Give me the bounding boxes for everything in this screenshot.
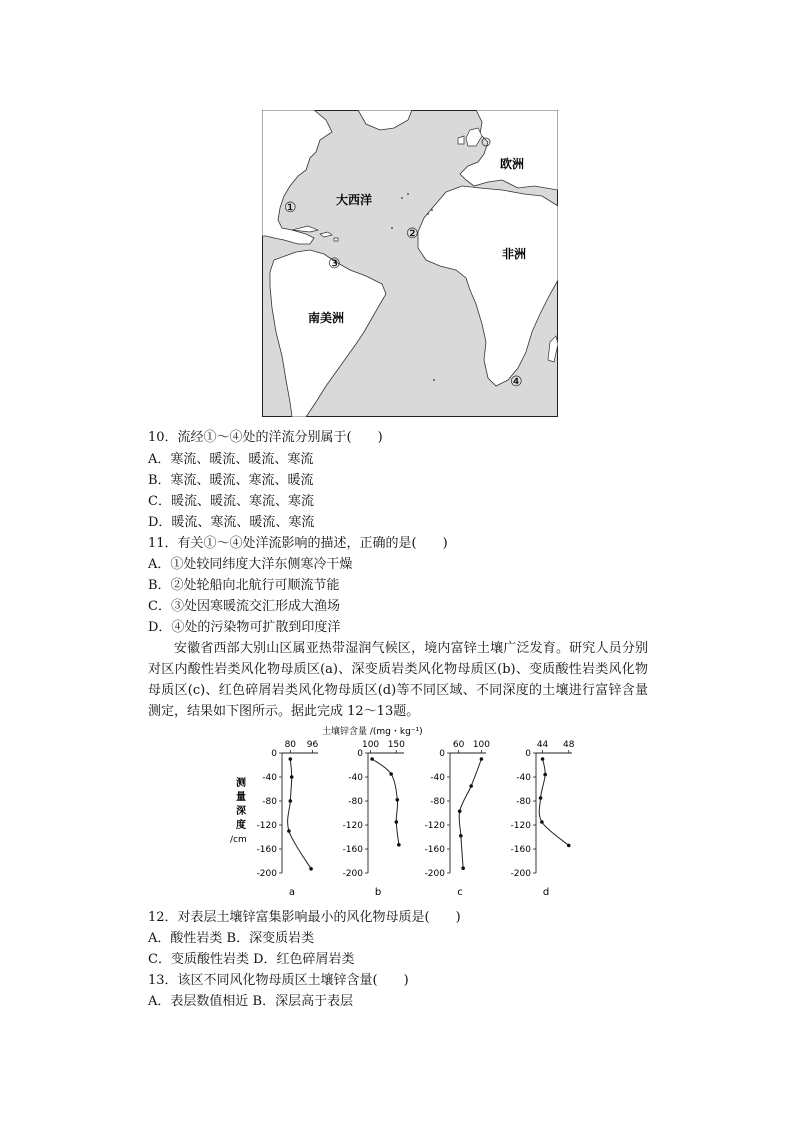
- panel-a-point: [287, 829, 291, 833]
- label-south-america: 南美洲: [308, 311, 345, 325]
- q11-option-d: D．④处的污染物可扩散到印度洋: [148, 620, 341, 635]
- panel-c-y-tick-label: -120: [424, 821, 445, 831]
- panel-b-label: b: [374, 887, 382, 896]
- panel-b-y-tick-label: -200: [342, 869, 363, 879]
- q11-option-c: C．③处因寒暖流交汇形成大渔场: [148, 599, 340, 614]
- passage-text: 安徽省西部大别山区属亚热带湿润气候区，境内富锌土壤广泛发育。研究人员分别对区内酸性岩类风化物母质区(a)、深变质岩类风化物母质区(b)、变质酸性岩类风化物母质区(c)、红色碎屑岩类风化物母质区(d)等不同区域、不同深度的土壤进行富锌含量测定，结果如下图所示。据此完成 12～13题。: [148, 641, 648, 719]
- q12-stem: 12．对表层土壤锌富集影响最小的风化物母质是( ): [148, 910, 461, 925]
- panel-b-y-tick-label: -80: [348, 797, 363, 807]
- label-atlantic: 大西洋: [336, 193, 373, 207]
- panel-c-point: [469, 784, 473, 788]
- panel-a-y-tick-label: -120: [256, 821, 277, 831]
- ylabel-char-2: 量: [236, 792, 246, 803]
- panel-a-x-tick-label: 96: [306, 740, 319, 750]
- marker-2: ②: [406, 226, 419, 242]
- panel-a-y-tick-label: -40: [262, 773, 277, 783]
- panel-c-y-tick-label: -160: [424, 845, 445, 855]
- panel-d-y-tick-label: -40: [516, 773, 531, 783]
- panel-d-x-tick-label: 44: [536, 740, 549, 750]
- panel-c-y-tick-label: -80: [430, 797, 445, 807]
- panel-d-point: [540, 820, 544, 824]
- marker-1: ①: [284, 200, 297, 216]
- panel-d-y-tick-label: 0: [525, 749, 531, 759]
- panel-a-label: a: [288, 887, 296, 896]
- atlantic-map: [262, 110, 558, 417]
- panel-b-point: [389, 772, 393, 776]
- panel-a-y-tick-label: -160: [256, 845, 277, 855]
- panel-d-point: [539, 796, 543, 800]
- panel-c-point: [459, 834, 463, 838]
- ylabel-char-4: 度: [236, 820, 246, 831]
- panel-a-point: [309, 867, 313, 871]
- q10-option-b: B．寒流、暖流、寒流、暖流: [148, 473, 314, 488]
- panel-b-y-tick-label: -40: [348, 773, 363, 783]
- panel-b-point: [396, 798, 400, 802]
- q11-option-b: B．②处轮船向北航行可顺流节能: [148, 578, 340, 593]
- panel-b-y-tick-label: -120: [342, 821, 363, 831]
- ylabel-char-1: 测: [236, 778, 246, 789]
- q10-option-c: C．暖流、暖流、寒流、寒流: [148, 494, 314, 509]
- panel-c-point: [458, 809, 462, 813]
- panel-a-point: [290, 775, 294, 779]
- q12-options-line1: A．酸性岩类 B．深变质岩类: [148, 931, 315, 946]
- panel-a-x-tick-label: 80: [284, 740, 297, 750]
- zinc-depth-charts: [226, 724, 626, 896]
- panel-c-point: [480, 757, 484, 761]
- q12-options-line2: C．变质酸性岩类 D．红色碎屑岩类: [148, 952, 355, 967]
- q13-options-line1: A．表层数值相近 B．深层高于表层: [148, 994, 354, 1009]
- q10-option-d: D．暖流、寒流、暖流、寒流: [148, 515, 315, 530]
- panel-c-y-tick-label: -200: [424, 869, 445, 879]
- ylabel-char-3: 深: [236, 806, 246, 817]
- panel-b-point: [370, 757, 374, 761]
- panel-d-y-tick-label: -120: [510, 821, 531, 831]
- panel-a-y-tick-label: -80: [262, 797, 277, 807]
- panel-a-y-tick-label: 0: [271, 749, 277, 759]
- panel-d-point: [543, 773, 547, 777]
- panel-b-point: [397, 843, 401, 847]
- panel-a-point: [289, 757, 293, 761]
- panel-d-point: [567, 844, 571, 848]
- marker-3: ③: [328, 256, 341, 272]
- panel-b-x-tick-label: 100: [361, 740, 380, 750]
- panel-b-line: [372, 759, 399, 845]
- panel-c-point: [461, 866, 465, 870]
- q10-stem: 10．流经①～④处的洋流分别属于( ): [148, 430, 383, 445]
- panel-c-y-tick-label: 0: [439, 749, 445, 759]
- panel-a-point: [289, 799, 293, 803]
- label-africa: 非洲: [502, 247, 527, 261]
- panel-d-line: [539, 759, 568, 845]
- panel-d-y-tick-label: -80: [516, 797, 531, 807]
- panel-b-point: [394, 820, 398, 824]
- panel-b-y-tick-label: 0: [357, 749, 363, 759]
- q10-option-a: A．寒流、暖流、暖流、寒流: [148, 452, 314, 467]
- panel-d-point: [541, 757, 545, 761]
- label-europe: 欧洲: [500, 157, 525, 171]
- panel-b-x-tick-label: 150: [387, 740, 405, 750]
- chart-title: 土壤锌含量 /(mg・kg⁻¹): [322, 727, 423, 737]
- ylabel-unit: /cm: [230, 835, 247, 845]
- q11-stem: 11．有关①～④处洋流影响的描述，正确的是( ): [148, 536, 448, 551]
- panel-c-line: [459, 759, 481, 868]
- panel-d-y-tick-label: -200: [510, 869, 531, 879]
- panel-c-x-tick-label: 100: [472, 740, 491, 750]
- q11-option-a: A．①处较同纬度大洋东侧寒冷干燥: [148, 557, 353, 572]
- panel-c-x-tick-label: 60: [452, 740, 465, 750]
- panel-d-label: d: [542, 887, 550, 896]
- y-axis-title: [230, 776, 247, 845]
- panel-c-y-tick-label: -40: [430, 773, 445, 783]
- panel-a-y-tick-label: -200: [256, 869, 277, 879]
- panel-b-y-tick-label: -160: [342, 845, 363, 855]
- q13-stem: 13．该区不同风化物母质区土壤锌含量( ): [148, 973, 409, 988]
- panel-d-y-tick-label: -160: [510, 845, 531, 855]
- panel-d-x-tick-label: 48: [563, 740, 575, 750]
- panel-c-label: c: [457, 887, 463, 896]
- marker-4: ④: [510, 374, 523, 390]
